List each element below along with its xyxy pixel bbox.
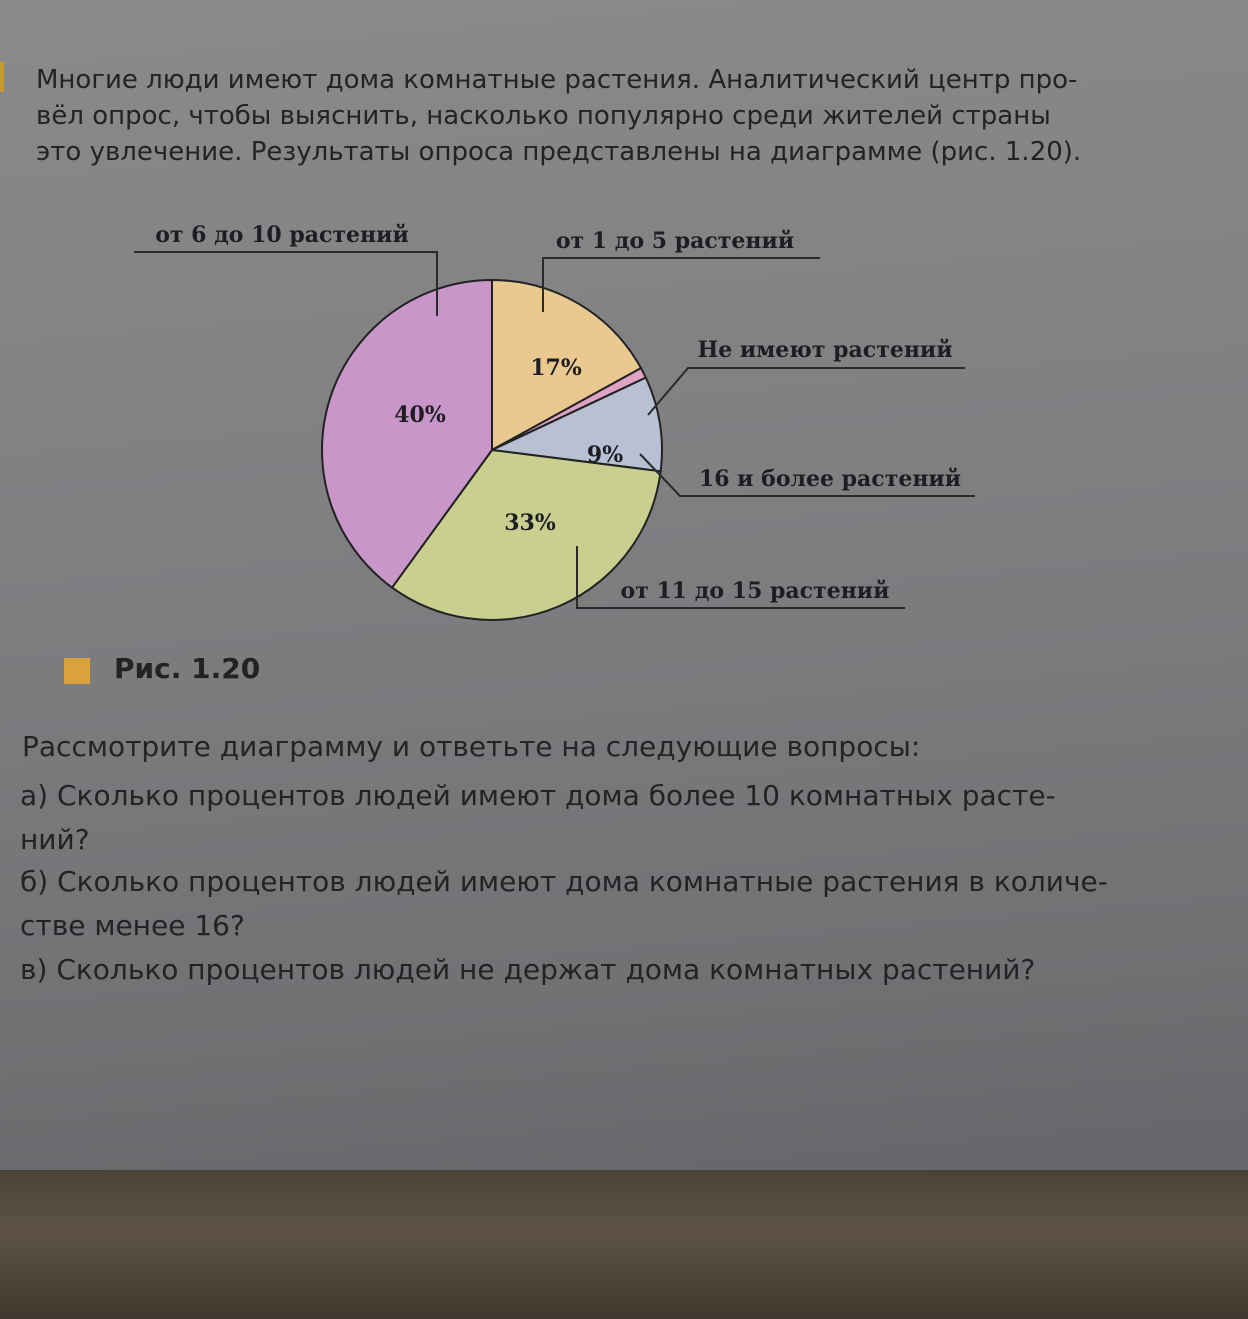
slice-value-label: 40% — [394, 402, 446, 428]
paragraph-marker — [0, 62, 4, 92]
slice-category-label: от 11 до 15 растений — [620, 578, 890, 604]
question-line: стве менее 16? — [20, 909, 245, 942]
figure-caption: Рис. 1.20 — [114, 652, 261, 685]
pie-chart — [0, 200, 1248, 640]
slice-category-label: от 1 до 5 растений — [555, 228, 795, 254]
questions-intro: Рассмотрите диаграмму и ответьте на следующие вопросы: — [22, 730, 921, 763]
leader-line — [134, 252, 437, 316]
question-line: ний? — [20, 823, 90, 856]
paragraph-line: вёл опрос, чтобы выяснить, насколько популярно среди жителей страны — [36, 101, 1051, 131]
question-a — [20, 774, 1210, 862]
figure-marker — [64, 658, 90, 684]
slice-value-label: 17% — [530, 355, 582, 381]
question-line: а) Сколько процентов людей имеют дома более 10 комнатных расте- — [20, 779, 1056, 812]
slice-value-label: 33% — [504, 510, 556, 536]
question-line: б) Сколько процентов людей имеют дома комнатные растения в количе- — [20, 865, 1108, 898]
question-line: в) Сколько процентов людей не держат дома комнатных растений? — [20, 953, 1036, 986]
slice-category-label: от 6 до 10 растений — [155, 222, 409, 248]
paragraph-line: это увлечение. Результаты опроса представлены на диаграмме (рис. 1.20). — [36, 137, 1082, 167]
slice-category-label: 16 и более растений — [698, 466, 962, 492]
background-surface — [0, 1170, 1248, 1319]
paragraph-line: Многие люди имеют дома комнатные растения. Аналитический центр про- — [36, 65, 1078, 95]
slice-value-label: 9% — [586, 442, 624, 468]
intro-paragraph — [36, 62, 1166, 170]
question-c — [20, 948, 1210, 992]
question-b — [20, 860, 1210, 948]
leader-line — [648, 368, 965, 415]
slice-category-label: Не имеют растений — [697, 337, 953, 363]
leader-line — [543, 258, 820, 312]
